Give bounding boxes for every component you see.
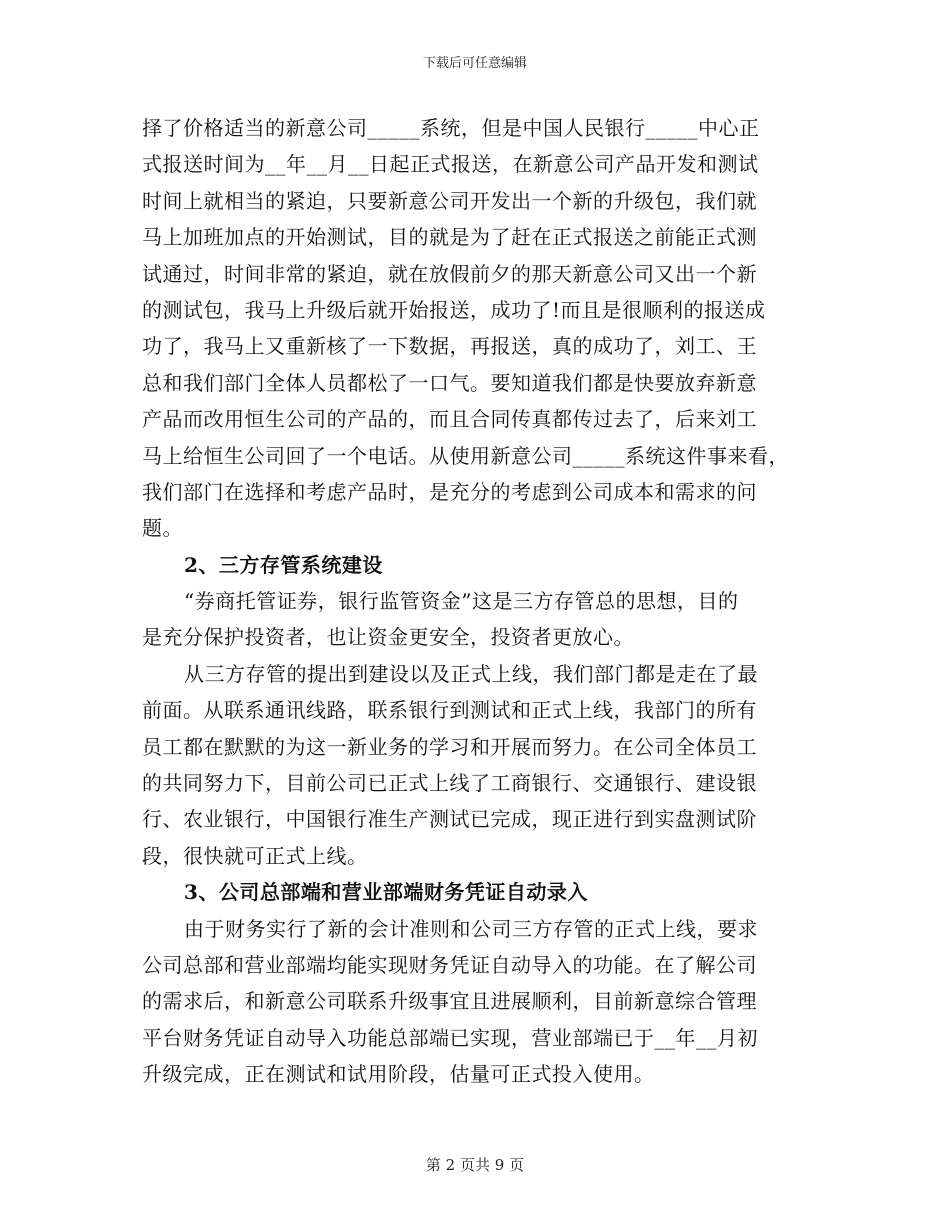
- paragraph-line: 行、农业银行，中国银行准生产测试已完成，现正进行到实盘测试阶: [142, 807, 757, 832]
- paragraph-line: 的共同努力下，目前公司已正式上线了工商银行、交通银行、建设银: [142, 771, 757, 796]
- paragraph-line: 我们部门在选择和考虑产品时，是充分的考虑到公司成本和需求的问: [142, 479, 757, 504]
- paragraph-line: 式报送时间为__年__月__日起正式报送，在新意公司产品开发和测试: [142, 152, 759, 177]
- paragraph-line: 升级完成，正在测试和试用阶段，估量可正式投入使用。: [142, 1062, 655, 1087]
- paragraph-line: 的需求后，和新意公司联系升级事宜且进展顺利，目前新意综合管理: [142, 989, 757, 1014]
- paragraph-line: 总和我们部门全体人员都松了一口气。要知道我们都是快要放弃新意: [142, 370, 757, 395]
- paragraph-line: 前面。从联系通讯线路，联系银行到测试和正式上线，我部门的所有: [142, 698, 757, 723]
- paragraph-line: 题。: [142, 516, 183, 541]
- paragraph-line: 是充分保护投资者，也让资金更安全，投资者更放心。: [142, 625, 634, 650]
- paragraph-line: 平台财务凭证自动导入功能总部端已实现，营业部端已于__年__月初: [142, 1025, 758, 1050]
- paragraph-line: 产品而改用恒生公司的产品的，而且合同传真都传过去了，后来刘工: [142, 407, 757, 432]
- paragraph-line: 马上给恒生公司回了一个电话。从使用新意公司_____系统这件事来看，: [142, 443, 789, 468]
- paragraph-line: 试通过，时间非常的紧迫，就在放假前夕的那天新意公司又出一个新: [142, 261, 757, 286]
- paragraph-first-line: 从三方存管的提出到建设以及正式上线，我们部门都是走在了最: [184, 661, 758, 686]
- section-heading: 2、三方存管系统建设: [184, 552, 383, 577]
- paragraph-line: 择了价格适当的新意公司_____系统，但是中国人民银行_____中心正: [142, 116, 760, 140]
- paragraph-line: 员工都在默默的为这一新业务的学习和开展而努力。在公司全体员工: [142, 734, 757, 759]
- paragraph-line: 的测试包，我马上升级后就开始报送，成功了!而且是很顺利的报送成: [142, 297, 766, 322]
- paragraph-line: 段，很快就可正式上线。: [142, 843, 368, 868]
- paragraph-line: 功了，我马上又重新核了一下数据，再报送，真的成功了，刘工、王: [142, 334, 757, 359]
- paragraph-first-line: 由于财务实行了新的会计准则和公司三方存管的正式上线，要求: [184, 916, 758, 941]
- paragraph-line: 马上加班加点的开始测试，目的就是为了赶在正式报送之前能正式测: [142, 225, 757, 250]
- paragraph-first-line: “券商托管证券，银行监管资金”这是三方存管总的思想，目的: [184, 589, 739, 614]
- section-heading: 3、公司总部端和营业部端财务凭证自动录入: [184, 880, 588, 905]
- page-number: 第 2 页共 9 页: [425, 1156, 525, 1174]
- document-body: [142, 110, 822, 1093]
- paragraph-line: 公司总部和营业部端均能实现财务凭证自动导入的功能。在了解公司: [142, 952, 757, 977]
- paragraph-line: 时间上就相当的紧迫，只要新意公司开发出一个新的升级包，我们就: [142, 188, 757, 213]
- page-header: 下载后可任意编辑: [422, 56, 527, 71]
